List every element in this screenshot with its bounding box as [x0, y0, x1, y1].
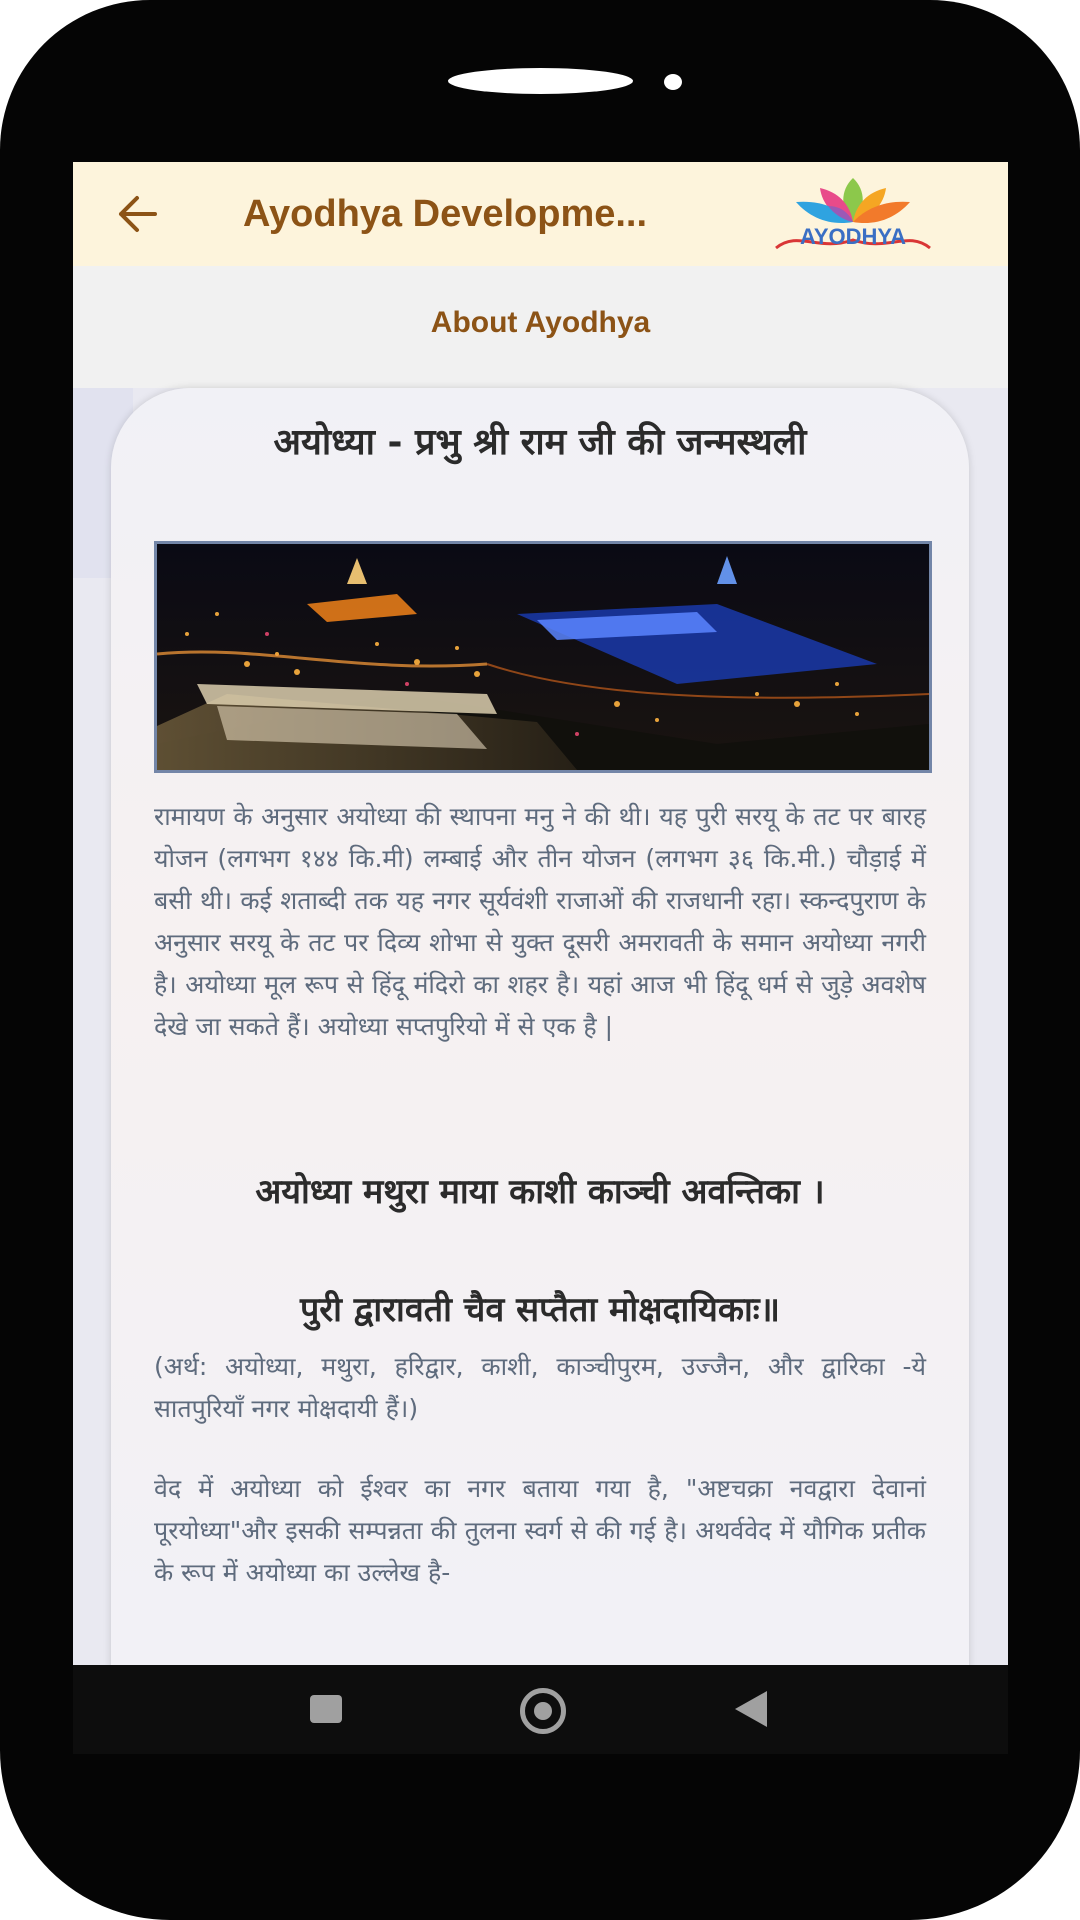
- ayodhya-night-aerial-photo: [154, 541, 932, 773]
- system-nav-bar: [73, 1665, 1008, 1754]
- verse-line-1: अयोध्या मथुरा माया काशी काञ्ची अवन्तिका ।: [255, 1172, 825, 1212]
- square-recents-icon[interactable]: [310, 1695, 342, 1723]
- subheader-title: About Ayodhya: [430, 306, 651, 339]
- logo-text: AYODHYA: [800, 224, 906, 249]
- article-card[interactable]: [111, 388, 969, 1754]
- arrow-left-icon[interactable]: [115, 192, 159, 236]
- speaker-grille: [448, 68, 633, 94]
- verse-meaning: (अर्थ: अयोध्या, मथुरा, हरिद्वार, काशी, काञ्चीपुरम, उज्जैन, और द्वारिका -ये सातपुरियाँ नगर मोक्षदायी हैं।): [154, 1352, 926, 1423]
- app-title: Ayodhya Developme...: [243, 193, 648, 235]
- verse-line-2: पुरी द्वारावती चैव सप्तैता मोक्षदायिकाः॥: [299, 1290, 781, 1330]
- subheader: [73, 266, 1008, 388]
- veda-paragraph: वेद में अयोध्या को ईश्वर का नगर बताया गया है, "अष्टचक्रा नवद्वारा देवानां पूरयोध्या"और इसकी सम्पन्नता की तुलना स्वर्ग से की गई है। अथर्ववेद में यौगिक प्रतीक के रूप में अयोध्या का उल्लेख है-: [154, 1474, 926, 1587]
- app-bar: [73, 162, 1008, 266]
- article-heading: अयोध्या - प्रभु श्री राम जी की जन्मस्थली: [273, 422, 807, 463]
- front-camera: [664, 74, 682, 90]
- triangle-back-icon[interactable]: [735, 1691, 767, 1727]
- intro-paragraph: रामायण के अनुसार अयोध्या की स्थापना मनु ने की थी। यह पुरी सरयू के तट पर बारह योजन (लगभग १४४ कि.मी) लम्बाई और तीन योजन (लगभग ३६ कि.मी.) चौड़ाई में बसी थी। कई शताब्दी तक यह नगर सूर्यवंशी राजाओं की राजधानी रहा। स्कन्दपुराण के अनुसार सरयू के तट पर दिव्य शोभा से युक्त दूसरी अमरावती के समान अयोध्या नगरी है। अयोध्या मूल रूप से हिंदू मंदिरो का शहर है। यहां आज भी हिंदू धर्म से जुड़े अवशेष देखे जा सकते हैं। अयोध्या सप्तपुरियो में से एक है |: [154, 802, 926, 1041]
- ayodhya-logo: [768, 170, 938, 258]
- circle-home-icon[interactable]: [520, 1688, 566, 1734]
- app-screen: [73, 162, 1008, 1754]
